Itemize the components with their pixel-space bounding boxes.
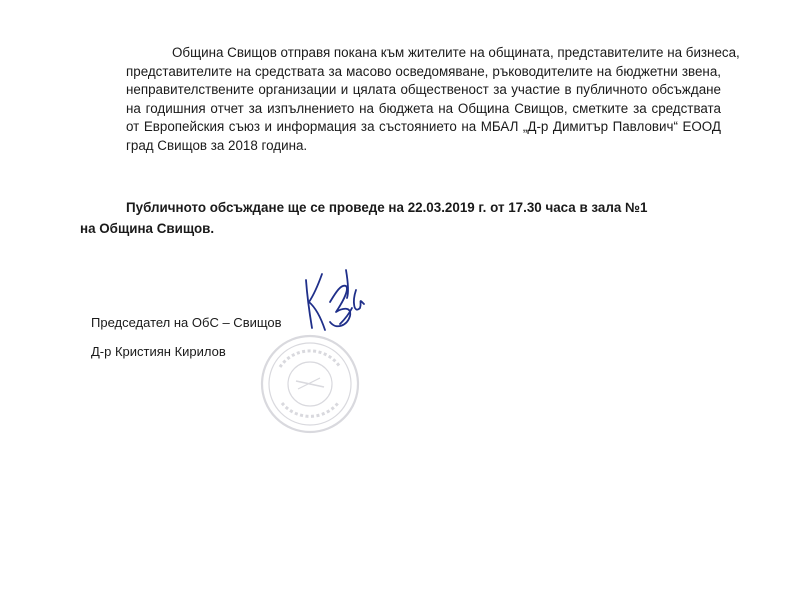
paragraph-line: неправителствените организации и цялата общественост за участие в публичното обсъждане — [126, 82, 721, 98]
announcement-line: Публичното обсъждане ще се проведе на 22.03.2019 г. от 17.30 часа в зала №1 — [126, 200, 648, 215]
invitation-paragraph — [80, 44, 740, 156]
paragraph-line: на годишния отчет за изпълнението на бюджета на Община Свищов, сметките за средствата — [126, 100, 721, 116]
paragraph-line: Община Свищов отправя покана към жителите на общината, представителите на бизнеса, — [172, 45, 740, 60]
handwritten-signature — [292, 262, 384, 344]
announcement-paragraph — [80, 197, 721, 239]
signatory-name: Д-р Кристиян Кирилов — [91, 344, 226, 359]
signatory-title: Председател на ОбС – Свищов — [91, 315, 282, 330]
official-seal — [258, 331, 362, 437]
paragraph-line: представителите на средствата за масово осведомяване, ръководителите на бюджетни звена, — [126, 63, 721, 79]
paragraph-line: от Европейския съюз и информация за състоянието на МБАЛ „Д-р Димитър Павлович“ ЕООД — [126, 119, 721, 135]
paragraph-line: град Свищов за 2018 година. — [126, 137, 308, 153]
announcement-line: на Община Свищов. — [80, 221, 215, 236]
